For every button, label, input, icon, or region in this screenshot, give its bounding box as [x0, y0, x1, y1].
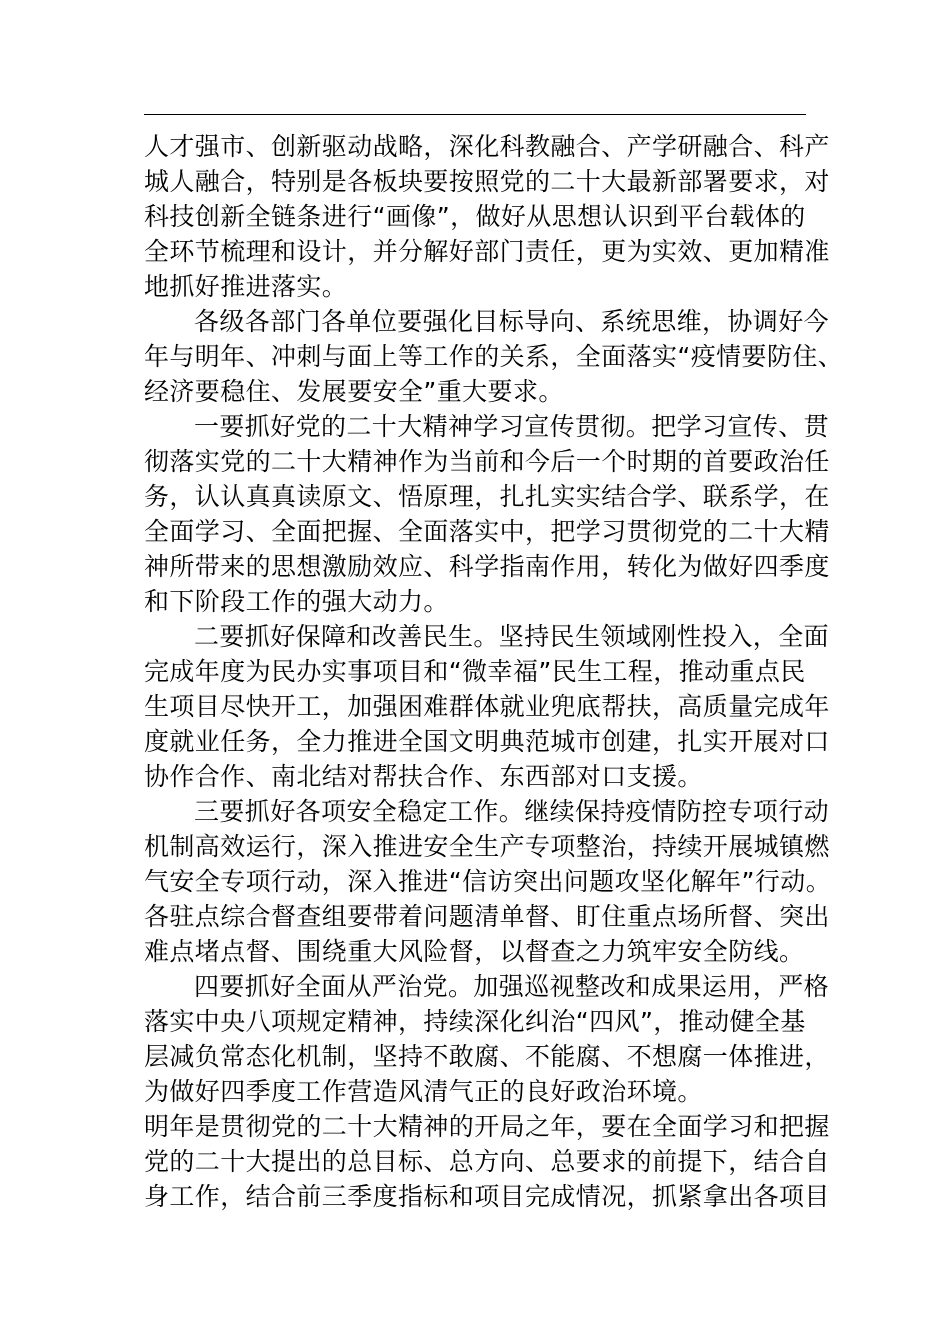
text-line: 三要抓好各项安全稳定工作。继续保持疫情防控专项行动 — [194, 797, 830, 826]
body-text — [144, 129, 844, 1214]
text-line: 经济要稳住、发展要安全”重大要求。 — [144, 377, 564, 406]
text-line: 和下阶段工作的强大动力。 — [144, 587, 449, 616]
header-rule — [144, 114, 806, 115]
text-line: 人才强市、创新驱动战略，深化科教融合、产学研融合、科产 — [144, 132, 830, 161]
text-line: 落实中央八项规定精神，持续深化纠治“四风”，推动健全基 — [144, 1007, 806, 1036]
text-line: 务，认认真真读原文、悟原理，扎扎实实结合学、联系学，在 — [144, 482, 830, 511]
text-line: 气安全专项行动，深入推进“信访突出问题攻坚化解年”行动。 — [144, 867, 832, 896]
text-line: 身工作，结合前三季度指标和项目完成情况，抓紧拿出各项目 — [144, 1182, 830, 1211]
text-line: 一要抓好党的二十大精神学习宣传贯彻。把学习宣传、贯 — [194, 412, 830, 441]
text-line: 各驻点综合督查组要带着问题清单督、盯住重点场所督、突出 — [144, 902, 830, 931]
text-line: 生项目尽快开工，加强困难群体就业兜底帮扶，高质量完成年 — [144, 692, 830, 721]
text-line: 度就业任务，全力推进全国文明典范城市创建，扎实开展对口 — [144, 727, 830, 756]
text-line: 彻落实党的二十大精神作为当前和今后一个时期的首要政治任 — [144, 447, 830, 476]
text-line: 完成年度为民办实事项目和“微幸福”民生工程，推动重点民 — [144, 657, 806, 686]
text-line: 机制高效运行，深入推进安全生产专项整治，持续开展城镇燃 — [144, 832, 830, 861]
text-line: 明年是贯彻党的二十大精神的开局之年，要在全面学习和把握 — [144, 1112, 830, 1141]
text-line: 科技创新全链条进行“画像”，做好从思想认识到平台载体的 — [144, 202, 806, 231]
text-line: 城人融合，特别是各板块要按照党的二十大最新部署要求，对 — [144, 167, 830, 196]
text-line: 全面学习、全面把握、全面落实中，把学习贯彻党的二十大精 — [144, 517, 830, 546]
text-line: 地抓好推进落实。 — [144, 272, 348, 301]
text-line: 协作合作、南北结对帮扶合作、东西部对口支援。 — [144, 762, 703, 791]
text-line: 二要抓好保障和改善民生。坚持民生领域刚性投入，全面 — [194, 622, 830, 651]
text-line: 层减负常态化机制，坚持不敢腐、不能腐、不想腐一体推进， — [144, 1042, 830, 1071]
text-line: 党的二十大提出的总目标、总方向、总要求的前提下，结合自 — [144, 1147, 830, 1176]
text-line: 全环节梳理和设计，并分解好部门责任，更为实效、更加精准 — [144, 237, 830, 266]
text-line: 神所带来的思想激励效应、科学指南作用，转化为做好四季度 — [144, 552, 830, 581]
text-line: 年与明年、冲刺与面上等工作的关系，全面落实“疫情要防住、 — [144, 342, 844, 371]
text-line: 为做好四季度工作营造风清气正的良好政治环境。 — [144, 1077, 703, 1106]
text-line: 难点堵点督、围绕重大风险督，以督查之力筑牢安全防线。 — [144, 937, 805, 966]
text-line: 各级各部门各单位要强化目标导向、系统思维，协调好今 — [194, 307, 830, 336]
text-line: 四要抓好全面从严治党。加强巡视整改和成果运用，严格 — [194, 972, 830, 1001]
